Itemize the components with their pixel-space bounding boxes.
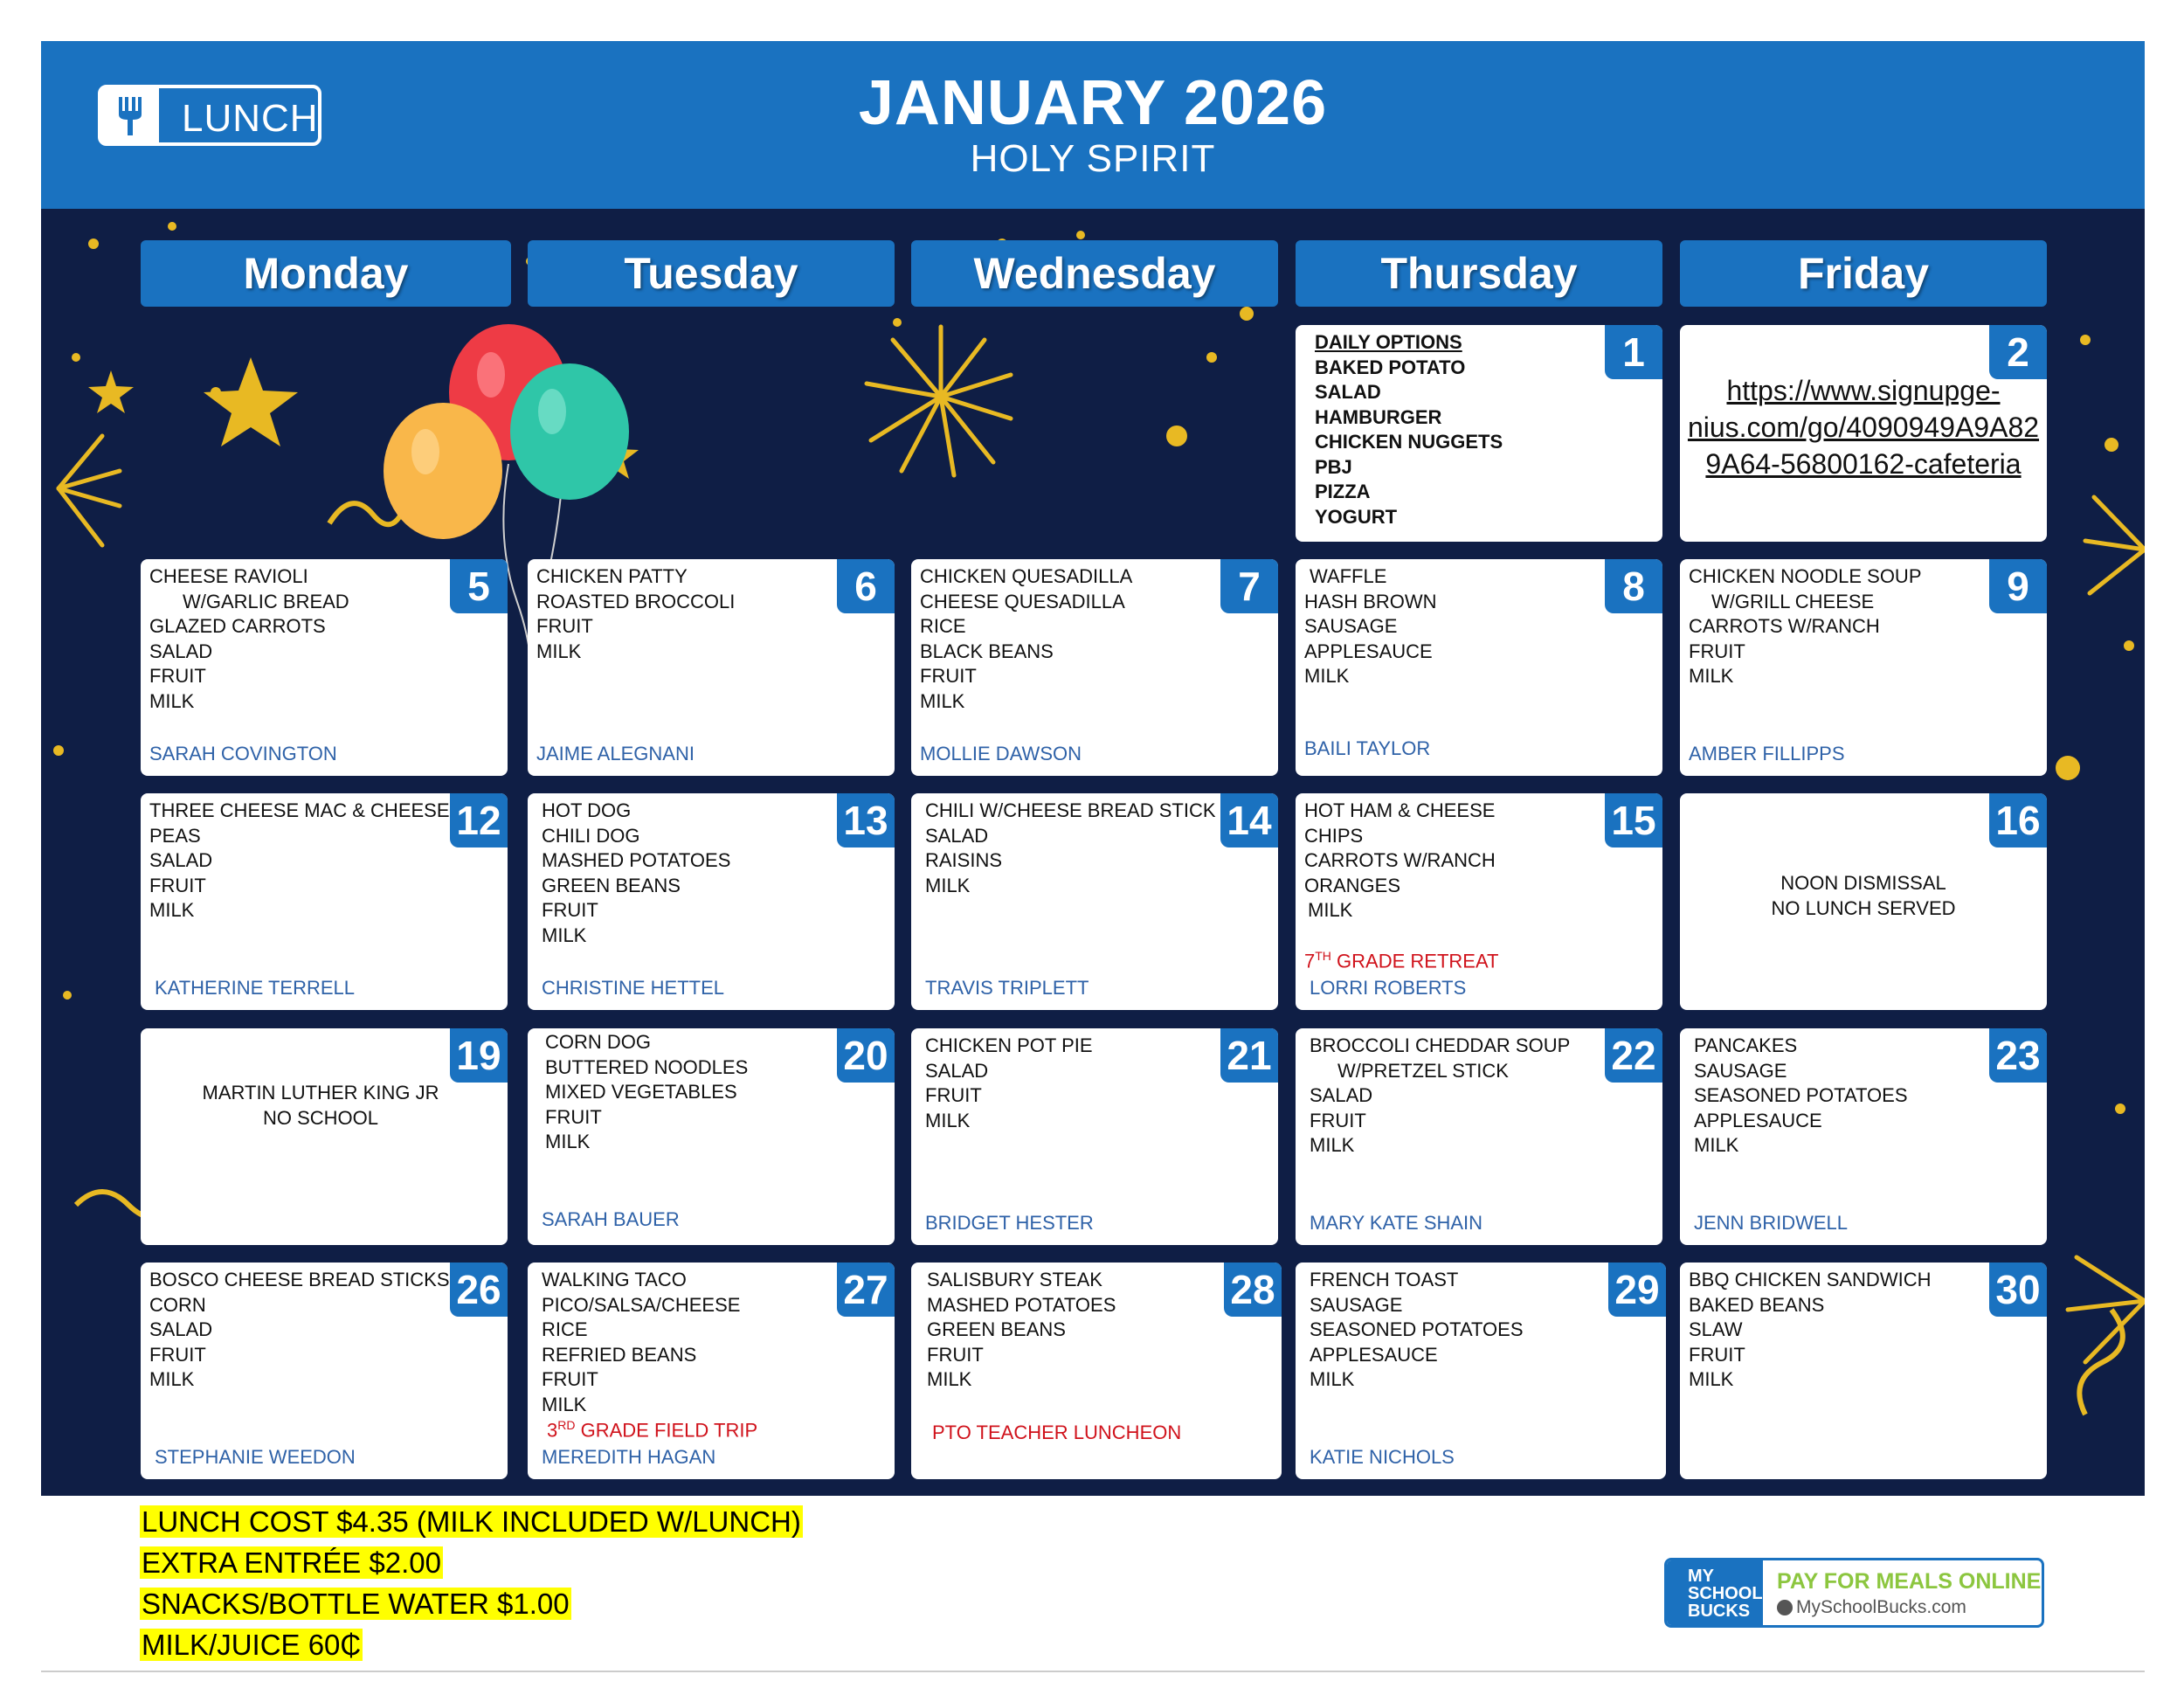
menu-item: THREE CHEESE MAC & CHEESE xyxy=(149,799,450,821)
menu-item: SAUSAGE xyxy=(1694,1059,1787,1082)
menu-item: FRUIT xyxy=(149,874,206,896)
menu-item: DAILY OPTIONS xyxy=(1315,331,1462,353)
volunteer-name: STEPHANIE WEEDON xyxy=(155,1446,356,1468)
menu-item: FRUIT xyxy=(1689,640,1745,662)
menu-item: CARROTS W/RANCH xyxy=(1689,615,1880,637)
volunteer-name: LORRI ROBERTS xyxy=(1310,977,1467,999)
menu-item: MILK xyxy=(1304,665,1350,687)
day-header-wednesday: Wednesday xyxy=(911,240,1278,307)
menu-list xyxy=(920,564,1217,714)
volunteer-name: SARAH COVINGTON xyxy=(149,743,337,764)
event-text: GRADE FIELD TRIP xyxy=(575,1419,758,1442)
day-cell-22 xyxy=(1296,1028,1662,1245)
menu-list xyxy=(536,564,833,664)
date-number: 28 xyxy=(1224,1263,1282,1317)
menu-item: FRUIT xyxy=(149,1343,206,1366)
volunteer-name: AMBER FILLIPPS xyxy=(1689,743,1845,764)
logo-line: SCHOOL xyxy=(1688,1584,1763,1603)
day-cell-14 xyxy=(911,793,1278,1010)
price-item xyxy=(140,1546,803,1580)
menu-item: PIZZA xyxy=(1315,481,1371,502)
menu-item: GREEN BEANS xyxy=(542,874,681,896)
event-ordinal-suffix: RD xyxy=(557,1418,576,1432)
menu-item: FRUIT xyxy=(542,899,598,921)
menu-item: CHICKEN NOODLE SOUP xyxy=(1689,565,1922,587)
menu-item: YOGURT xyxy=(1315,505,1398,528)
menu-item: REFRIED BEANS xyxy=(542,1343,697,1366)
menu-item: SALAD xyxy=(149,849,213,871)
menu-item: SAUSAGE xyxy=(1310,1293,1403,1316)
price-item xyxy=(140,1505,803,1539)
logo-line: BUCKS xyxy=(1688,1602,1751,1621)
event-note xyxy=(547,1418,757,1442)
day-cell-23 xyxy=(1680,1028,2047,1245)
signup-link-line[interactable]: 9A64-56800162-cafeteria xyxy=(1705,448,2022,480)
menu-item: CHEESE RAVIOLI xyxy=(149,565,308,587)
menu-item: MILK xyxy=(149,899,195,921)
note-line: NO LUNCH SERVED xyxy=(1771,897,1956,919)
calendar-body xyxy=(41,209,2145,1496)
pay-online-title: PAY FOR MEALS ONLINE xyxy=(1777,1569,2042,1594)
menu-item: RICE xyxy=(542,1318,588,1340)
volunteer-name: CHRISTINE HETTEL xyxy=(542,977,725,999)
signup-link-line[interactable]: nius.com/go/4090949A9A82 xyxy=(1687,412,2040,443)
note-line: MARTIN LUTHER KING JR xyxy=(202,1082,439,1103)
day-header-tuesday: Tuesday xyxy=(528,240,895,307)
menu-item: MILK xyxy=(1694,1134,1739,1156)
menu-item: CHEESE QUESADILLA xyxy=(920,590,1125,612)
menu-item: MILK xyxy=(545,1131,591,1152)
menu-item: BAKED POTATO xyxy=(1315,356,1466,378)
date-number: 9 xyxy=(1989,559,2047,613)
volunteer-name: JAIME ALEGNANI xyxy=(536,743,695,764)
menu-item: SAUSAGE xyxy=(1304,615,1398,637)
price-text: LUNCH COST $4.35 (MILK INCLUDED W/LUNCH) xyxy=(142,1505,801,1538)
menu-item: APPLESAUCE xyxy=(1304,640,1433,662)
day-cell-27 xyxy=(528,1263,895,1479)
menu-item: HAMBURGER xyxy=(1315,405,1442,428)
menu-item: MILK xyxy=(536,640,582,662)
volunteer-name: BAILI TAYLOR xyxy=(1304,737,1431,759)
price-list xyxy=(140,1505,803,1669)
date-number: 8 xyxy=(1605,559,1662,613)
menu-item: W/PRETZEL STICK xyxy=(1337,1059,1509,1082)
menu-item: CHICKEN POT PIE xyxy=(925,1034,1093,1056)
menu-item: MILK xyxy=(542,1393,587,1415)
menu-item: BUTTERED NOODLES xyxy=(545,1055,749,1078)
menu-item: FRUIT xyxy=(927,1343,984,1366)
price-item xyxy=(140,1587,803,1621)
date-number: 22 xyxy=(1605,1028,1662,1083)
date-number: 13 xyxy=(837,793,895,847)
menu-item: GLAZED CARROTS xyxy=(149,615,326,637)
date-number: 30 xyxy=(1989,1263,2047,1317)
menu-item: HASH BROWN xyxy=(1304,590,1437,612)
menu-item: BLACK BEANS xyxy=(920,640,1054,662)
volunteer-name: KATIE NICHOLS xyxy=(1310,1446,1455,1468)
date-number: 27 xyxy=(837,1263,895,1317)
menu-item: MILK xyxy=(1689,665,1734,687)
menu-item: FRUIT xyxy=(1689,1343,1745,1366)
school-name: HOLY SPIRIT xyxy=(970,137,1216,180)
menu-item: MILK xyxy=(927,1368,972,1390)
volunteer-name: JENN BRIDWELL xyxy=(1694,1212,1849,1234)
menu-item: RAISINS xyxy=(925,849,1003,871)
date-number: 19 xyxy=(450,1028,508,1083)
menu-item: RICE xyxy=(920,615,966,637)
menu-item: FRENCH TOAST xyxy=(1310,1269,1459,1290)
event-text: GRADE RETREAT xyxy=(1330,950,1499,972)
menu-item: MILK xyxy=(920,689,965,712)
day-cell-29 xyxy=(1296,1263,1666,1479)
day-cell-6 xyxy=(528,559,895,776)
menu-item: FRUIT xyxy=(536,615,593,637)
menu-item: CHICKEN QUESADILLA xyxy=(920,565,1133,587)
day-cell-5 xyxy=(141,559,508,776)
day-cell-28 xyxy=(911,1263,1282,1479)
day-cell-15 xyxy=(1296,793,1662,1010)
menu-item: MILK xyxy=(1308,899,1353,921)
logo-line: MY xyxy=(1688,1567,1714,1586)
menu-list xyxy=(925,799,1217,898)
day-header-friday: Friday xyxy=(1680,240,2047,307)
menu-item: FRUIT xyxy=(920,665,977,687)
price-text: MILK/JUICE 60₵ xyxy=(142,1629,362,1661)
menu-item: CHILI W/CHEESE BREAD STICK xyxy=(925,799,1216,821)
date-number: 16 xyxy=(1989,793,2047,847)
menu-item: BBQ CHICKEN SANDWICH xyxy=(1689,1269,1932,1290)
calendar-header xyxy=(41,41,2145,209)
signup-link-line[interactable]: https://www.signupge- xyxy=(1726,375,2001,406)
menu-item: SALISBURY STEAK xyxy=(927,1269,1102,1290)
menu-item: SALAD xyxy=(1310,1084,1373,1106)
day-cell-8 xyxy=(1296,559,1662,776)
volunteer-name: MOLLIE DAWSON xyxy=(920,743,1082,764)
menu-item: MASHED POTATOES xyxy=(927,1293,1116,1316)
menu-item: FRUIT xyxy=(149,665,206,687)
event-ordinal: 7 xyxy=(1304,950,1316,972)
menu-item: CORN xyxy=(149,1293,206,1316)
day-cell-30 xyxy=(1680,1263,2047,1479)
menu-item: MASHED POTATOES xyxy=(542,849,731,871)
menu-list xyxy=(1689,564,1986,689)
myschoolbucks-logo-text xyxy=(1688,1567,1763,1620)
menu-list xyxy=(149,564,446,714)
menu-item: BAKED BEANS xyxy=(1689,1293,1825,1316)
menu-item: FRUIT xyxy=(1310,1109,1366,1131)
volunteer-name: MEREDITH HAGAN xyxy=(542,1446,716,1468)
date-number: 6 xyxy=(837,559,895,613)
day-cell-12 xyxy=(141,793,508,1010)
day-cell-16 xyxy=(1680,793,2047,1010)
event-ordinal-suffix: TH xyxy=(1315,949,1331,963)
menu-item: CARROTS W/RANCH xyxy=(1304,849,1496,871)
date-number: 7 xyxy=(1220,559,1278,613)
date-number: 14 xyxy=(1220,793,1278,847)
menu-item: HOT HAM & CHEESE xyxy=(1304,799,1496,821)
menu-item: MILK xyxy=(1310,1368,1355,1390)
day-header-thursday: Thursday xyxy=(1296,240,1662,307)
date-number: 12 xyxy=(450,793,508,847)
volunteer-name: KATHERINE TERRELL xyxy=(155,977,356,999)
date-number: 15 xyxy=(1605,793,1662,847)
menu-item: MILK xyxy=(925,874,971,896)
volunteer-name: TRAVIS TRIPLETT xyxy=(925,977,1089,999)
menu-item: PEAS xyxy=(149,824,201,847)
menu-item: BOSCO CHEESE BREAD STICKS xyxy=(149,1269,450,1290)
date-number: 21 xyxy=(1220,1028,1278,1083)
date-number: 20 xyxy=(837,1028,895,1083)
menu-item: SALAD xyxy=(149,640,213,662)
menu-item: W/GARLIC BREAD xyxy=(183,590,349,612)
menu-item: BROCCOLI CHEDDAR SOUP xyxy=(1310,1034,1571,1056)
menu-item: MILK xyxy=(149,1368,195,1390)
menu-item: WALKING TACO xyxy=(542,1269,687,1290)
menu-item: PANCAKES xyxy=(1694,1034,1798,1056)
menu-item: WAFFLE xyxy=(1310,565,1387,587)
date-number: 23 xyxy=(1989,1028,2047,1083)
event-ordinal: 3 xyxy=(547,1419,558,1442)
menu-item: CORN DOG xyxy=(545,1031,651,1053)
menu-list xyxy=(1310,1034,1601,1159)
volunteer-name: BRIDGET HESTER xyxy=(925,1212,1094,1234)
menu-list xyxy=(149,799,450,924)
menu-item: GREEN BEANS xyxy=(927,1318,1066,1340)
price-text: EXTRA ENTRÉE $2.00 xyxy=(142,1546,441,1579)
volunteer-name: SARAH BAUER xyxy=(542,1208,680,1230)
menu-item: SALAD xyxy=(1315,381,1381,403)
menu-item: MILK xyxy=(1689,1368,1734,1390)
menu-item: ORANGES xyxy=(1304,874,1401,896)
note-line: NOON DISMISSAL xyxy=(1780,872,1946,894)
myschoolbucks-logo xyxy=(1667,1560,1763,1625)
page-title: JANUARY 2026 xyxy=(858,68,1328,138)
date-number: 5 xyxy=(450,559,508,613)
menu-item: FRUIT xyxy=(925,1084,982,1106)
day-cell-21 xyxy=(911,1028,1278,1245)
menu-item: FRUIT xyxy=(542,1368,598,1390)
note-line: NO SCHOOL xyxy=(262,1107,379,1129)
volunteer-name: MARY KATE SHAIN xyxy=(1310,1212,1483,1234)
day-cell-19 xyxy=(141,1028,508,1245)
menu-list xyxy=(1694,1034,1986,1159)
menu-list xyxy=(1304,564,1601,689)
menu-list xyxy=(927,1268,1220,1393)
menu-item: ROASTED BROCCOLI xyxy=(536,590,736,612)
globe-icon xyxy=(1777,1600,1793,1615)
date-number: 1 xyxy=(1605,325,1662,379)
menu-item: SALAD xyxy=(149,1318,213,1340)
daily-options-list xyxy=(1315,330,1601,529)
menu-list xyxy=(1304,799,1601,924)
date-number: 2 xyxy=(1989,325,2047,379)
myschoolbucks-badge[interactable] xyxy=(1664,1558,2044,1628)
menu-list xyxy=(925,1034,1217,1133)
menu-item: CHICKEN PATTY xyxy=(536,565,688,587)
closure-note xyxy=(1680,870,2047,921)
menu-list xyxy=(542,1268,833,1417)
menu-item: APPLESAUCE xyxy=(1310,1343,1438,1366)
event-note xyxy=(1304,949,1498,972)
menu-item: HOT DOG xyxy=(542,799,632,821)
day-cell-20 xyxy=(528,1028,895,1245)
menu-item: MILK xyxy=(925,1109,971,1131)
day-cell-7 xyxy=(911,559,1278,776)
menu-item: SEASONED POTATOES xyxy=(1310,1318,1524,1340)
event-note: PTO TEACHER LUNCHEON xyxy=(932,1422,1182,1443)
menu-item: MILK xyxy=(542,924,587,946)
holiday-note xyxy=(141,1080,501,1131)
menu-item: MIXED VEGETABLES xyxy=(545,1081,737,1103)
day-cell-26 xyxy=(141,1263,508,1479)
menu-item: APPLESAUCE xyxy=(1694,1109,1822,1131)
menu-list xyxy=(545,1030,833,1155)
menu-item: CHILI DOG xyxy=(542,824,640,847)
signup-link[interactable] xyxy=(1680,372,2047,482)
day-cell-13 xyxy=(528,793,895,1010)
menu-item: SLAW xyxy=(1689,1318,1743,1340)
myschoolbucks-url-row[interactable] xyxy=(1777,1597,1966,1618)
menu-item: FRUIT xyxy=(545,1105,602,1128)
price-item xyxy=(140,1628,803,1662)
menu-item: SALAD xyxy=(925,1059,989,1082)
day-cell-1 xyxy=(1296,325,1662,542)
menu-list xyxy=(149,1268,450,1393)
menu-item: PICO/SALSA/CHEESE xyxy=(542,1293,741,1316)
menu-item: MILK xyxy=(1310,1134,1355,1156)
menu-item: MILK xyxy=(149,689,195,712)
menu-item: SEASONED POTATOES xyxy=(1694,1084,1908,1106)
date-number: 29 xyxy=(1608,1263,1666,1317)
day-cell-2 xyxy=(1680,325,2047,542)
day-header-monday: Monday xyxy=(141,240,511,307)
menu-item: SALAD xyxy=(925,824,989,847)
page-bottom-rule xyxy=(41,1671,2145,1672)
day-cell-9 xyxy=(1680,559,2047,776)
menu-item: CHICKEN NUGGETS xyxy=(1315,431,1503,453)
price-text: SNACKS/BOTTLE WATER $1.00 xyxy=(142,1588,570,1620)
myschoolbucks-url[interactable]: MySchoolBucks.com xyxy=(1796,1597,1966,1617)
menu-list xyxy=(1310,1268,1605,1393)
menu-list xyxy=(542,799,833,948)
date-number: 26 xyxy=(450,1263,508,1317)
menu-item: CHIPS xyxy=(1304,824,1364,847)
menu-item: W/GRILL CHEESE xyxy=(1711,590,1875,612)
menu-item: PBJ xyxy=(1315,455,1352,478)
logo-text: LUNCH xyxy=(182,97,319,140)
menu-list xyxy=(1689,1268,1986,1393)
